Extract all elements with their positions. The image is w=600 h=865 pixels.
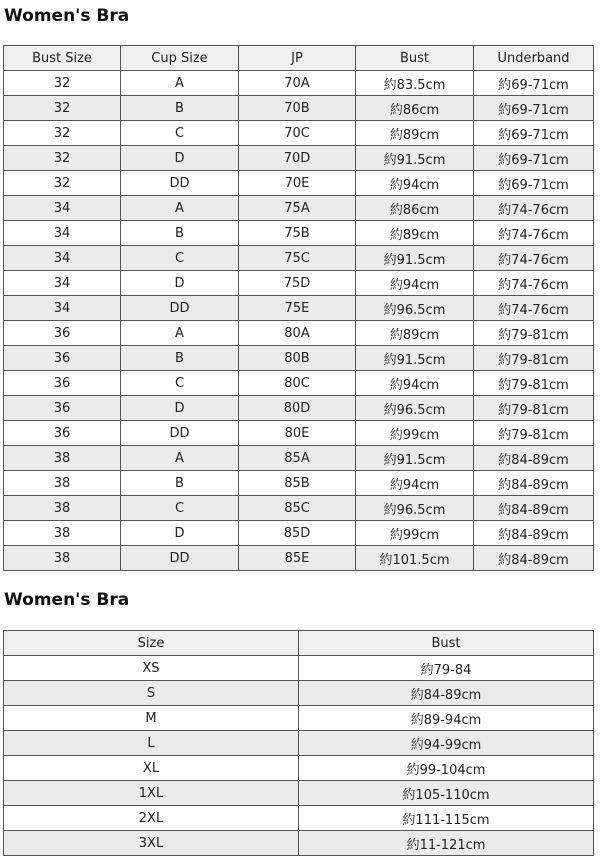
table-cell: 34: [4, 296, 121, 321]
header-size: Size: [4, 631, 299, 656]
table-cell: 約83.5cm: [356, 71, 474, 96]
table-row: [4, 346, 594, 371]
table-row: [4, 321, 594, 346]
table-cell: 約86cm: [356, 96, 474, 121]
table-row: [4, 496, 594, 521]
table-cell: M: [4, 706, 299, 731]
header-bust: Bust: [299, 631, 594, 656]
table-cell: 約96.5cm: [356, 296, 474, 321]
table-cell: C: [121, 496, 239, 521]
table-cell: 約94cm: [356, 371, 474, 396]
table-cell: 85C: [239, 496, 356, 521]
table-row: [4, 371, 594, 396]
table-cell: 75A: [239, 196, 356, 221]
table-cell: 約99cm: [356, 421, 474, 446]
table-row: [4, 656, 594, 681]
table-cell: 2XL: [4, 806, 299, 831]
table-cell: 約69-71cm: [474, 146, 594, 171]
bra-size-table: [3, 45, 594, 571]
table-cell: 約79-81cm: [474, 421, 594, 446]
table-cell: 36: [4, 321, 121, 346]
table-cell: A: [121, 71, 239, 96]
table-cell: XL: [4, 756, 299, 781]
table-cell: D: [121, 521, 239, 546]
table-cell: DD: [121, 296, 239, 321]
table-cell: 約91.5cm: [356, 146, 474, 171]
table-cell: C: [121, 246, 239, 271]
table-cell: 約89cm: [356, 321, 474, 346]
table-cell: 34: [4, 221, 121, 246]
table-row: [4, 471, 594, 496]
table-cell: 約94cm: [356, 471, 474, 496]
table-row: [4, 756, 594, 781]
table-cell: A: [121, 321, 239, 346]
table-cell: 85D: [239, 521, 356, 546]
table-cell: XS: [4, 656, 299, 681]
table-cell: A: [121, 446, 239, 471]
table-cell: 約94cm: [356, 171, 474, 196]
table-cell: 約91.5cm: [356, 246, 474, 271]
table-cell: 36: [4, 421, 121, 446]
table-cell: 75C: [239, 246, 356, 271]
table-cell: 約99-104cm: [299, 756, 594, 781]
table-cell: 34: [4, 246, 121, 271]
table-cell: 約84-89cm: [474, 546, 594, 571]
header-jp: JP: [239, 46, 356, 71]
table-cell: DD: [121, 171, 239, 196]
table-cell: 約101.5cm: [356, 546, 474, 571]
table-row: [4, 271, 594, 296]
table-cell: 約86cm: [356, 196, 474, 221]
table-cell: 70C: [239, 121, 356, 146]
table-cell: 75E: [239, 296, 356, 321]
table-cell: 80C: [239, 371, 356, 396]
table-cell: 約74-76cm: [474, 196, 594, 221]
table-cell: D: [121, 271, 239, 296]
table-cell: 約94-99cm: [299, 731, 594, 756]
table-cell: 約84-89cm: [474, 496, 594, 521]
table-row: [4, 521, 594, 546]
table-cell: 約74-76cm: [474, 221, 594, 246]
table-cell: B: [121, 96, 239, 121]
table-row: [4, 296, 594, 321]
table-cell: 約74-76cm: [474, 296, 594, 321]
table-cell: 約91.5cm: [356, 346, 474, 371]
table-cell: L: [4, 731, 299, 756]
table-cell: 38: [4, 471, 121, 496]
table-cell: D: [121, 146, 239, 171]
table-cell: 75D: [239, 271, 356, 296]
table-cell: 約111-115cm: [299, 806, 594, 831]
table-header-row: [4, 631, 594, 656]
table-row: [4, 146, 594, 171]
table-cell: 約79-81cm: [474, 346, 594, 371]
table-cell: 約69-71cm: [474, 171, 594, 196]
table-cell: 約79-84: [299, 656, 594, 681]
table-row: [4, 706, 594, 731]
table-cell: 約11-121cm: [299, 831, 594, 856]
table-cell: 70E: [239, 171, 356, 196]
table-cell: 38: [4, 496, 121, 521]
table-row: [4, 71, 594, 96]
table-cell: DD: [121, 421, 239, 446]
table-cell: 32: [4, 71, 121, 96]
table-cell: 約99cm: [356, 521, 474, 546]
table-row: [4, 546, 594, 571]
table-row: [4, 121, 594, 146]
header-bust: Bust: [356, 46, 474, 71]
table-cell: B: [121, 346, 239, 371]
table-row: [4, 421, 594, 446]
table-cell: 32: [4, 121, 121, 146]
table-cell: 34: [4, 271, 121, 296]
table-cell: 1XL: [4, 781, 299, 806]
table-cell: 38: [4, 546, 121, 571]
table-row: [4, 681, 594, 706]
size-chart-title: Women's Bra: [4, 6, 130, 26]
table-cell: 約96.5cm: [356, 396, 474, 421]
table-cell: B: [121, 221, 239, 246]
table-cell: 32: [4, 96, 121, 121]
table-row: [4, 831, 594, 856]
table-cell: 約69-71cm: [474, 71, 594, 96]
table-cell: DD: [121, 546, 239, 571]
table-cell: 約94cm: [356, 271, 474, 296]
table-cell: 80E: [239, 421, 356, 446]
table-row: [4, 246, 594, 271]
table-cell: 80A: [239, 321, 356, 346]
table-cell: 85E: [239, 546, 356, 571]
table-cell: 約79-81cm: [474, 371, 594, 396]
table-cell: 約79-81cm: [474, 321, 594, 346]
table-cell: 32: [4, 171, 121, 196]
table-cell: 36: [4, 371, 121, 396]
bra-size-table-2: [3, 630, 594, 856]
table-row: [4, 446, 594, 471]
table-cell: 約105-110cm: [299, 781, 594, 806]
table-cell: 約74-76cm: [474, 271, 594, 296]
table-cell: 約69-71cm: [474, 121, 594, 146]
table-cell: 約69-71cm: [474, 96, 594, 121]
table-cell: C: [121, 121, 239, 146]
table-cell: 約84-89cm: [474, 446, 594, 471]
table-cell: 約89cm: [356, 121, 474, 146]
table-cell: 75B: [239, 221, 356, 246]
table-cell: 70A: [239, 71, 356, 96]
table-cell: 80D: [239, 396, 356, 421]
table-cell: 36: [4, 346, 121, 371]
header-underband: Underband: [474, 46, 594, 71]
table-cell: 約89-94cm: [299, 706, 594, 731]
table-cell: 約84-89cm: [474, 521, 594, 546]
table-row: [4, 731, 594, 756]
table-cell: 85A: [239, 446, 356, 471]
table-row: [4, 221, 594, 246]
table-row: [4, 781, 594, 806]
table-row: [4, 171, 594, 196]
table-row: [4, 96, 594, 121]
table-cell: 約84-89cm: [299, 681, 594, 706]
table-cell: 約91.5cm: [356, 446, 474, 471]
table-cell: 約89cm: [356, 221, 474, 246]
table-cell: 70B: [239, 96, 356, 121]
table-cell: D: [121, 396, 239, 421]
table-cell: B: [121, 471, 239, 496]
table-cell: 3XL: [4, 831, 299, 856]
table-row: [4, 196, 594, 221]
table-cell: A: [121, 196, 239, 221]
table-cell: C: [121, 371, 239, 396]
table-cell: 34: [4, 196, 121, 221]
table-row: [4, 396, 594, 421]
header-cup-size: Cup Size: [121, 46, 239, 71]
table-row: [4, 806, 594, 831]
table-header-row: [4, 46, 594, 71]
table-cell: 70D: [239, 146, 356, 171]
table-cell: 32: [4, 146, 121, 171]
table-cell: 80B: [239, 346, 356, 371]
header-bust-size: Bust Size: [4, 46, 121, 71]
table-cell: S: [4, 681, 299, 706]
table-cell: 約74-76cm: [474, 246, 594, 271]
size-chart-title-2: Women's Bra: [4, 590, 130, 610]
table-cell: 38: [4, 521, 121, 546]
table-cell: 36: [4, 396, 121, 421]
table-cell: 85B: [239, 471, 356, 496]
table-cell: 約79-81cm: [474, 396, 594, 421]
table-cell: 38: [4, 446, 121, 471]
table-cell: 約84-89cm: [474, 471, 594, 496]
table-cell: 約96.5cm: [356, 496, 474, 521]
